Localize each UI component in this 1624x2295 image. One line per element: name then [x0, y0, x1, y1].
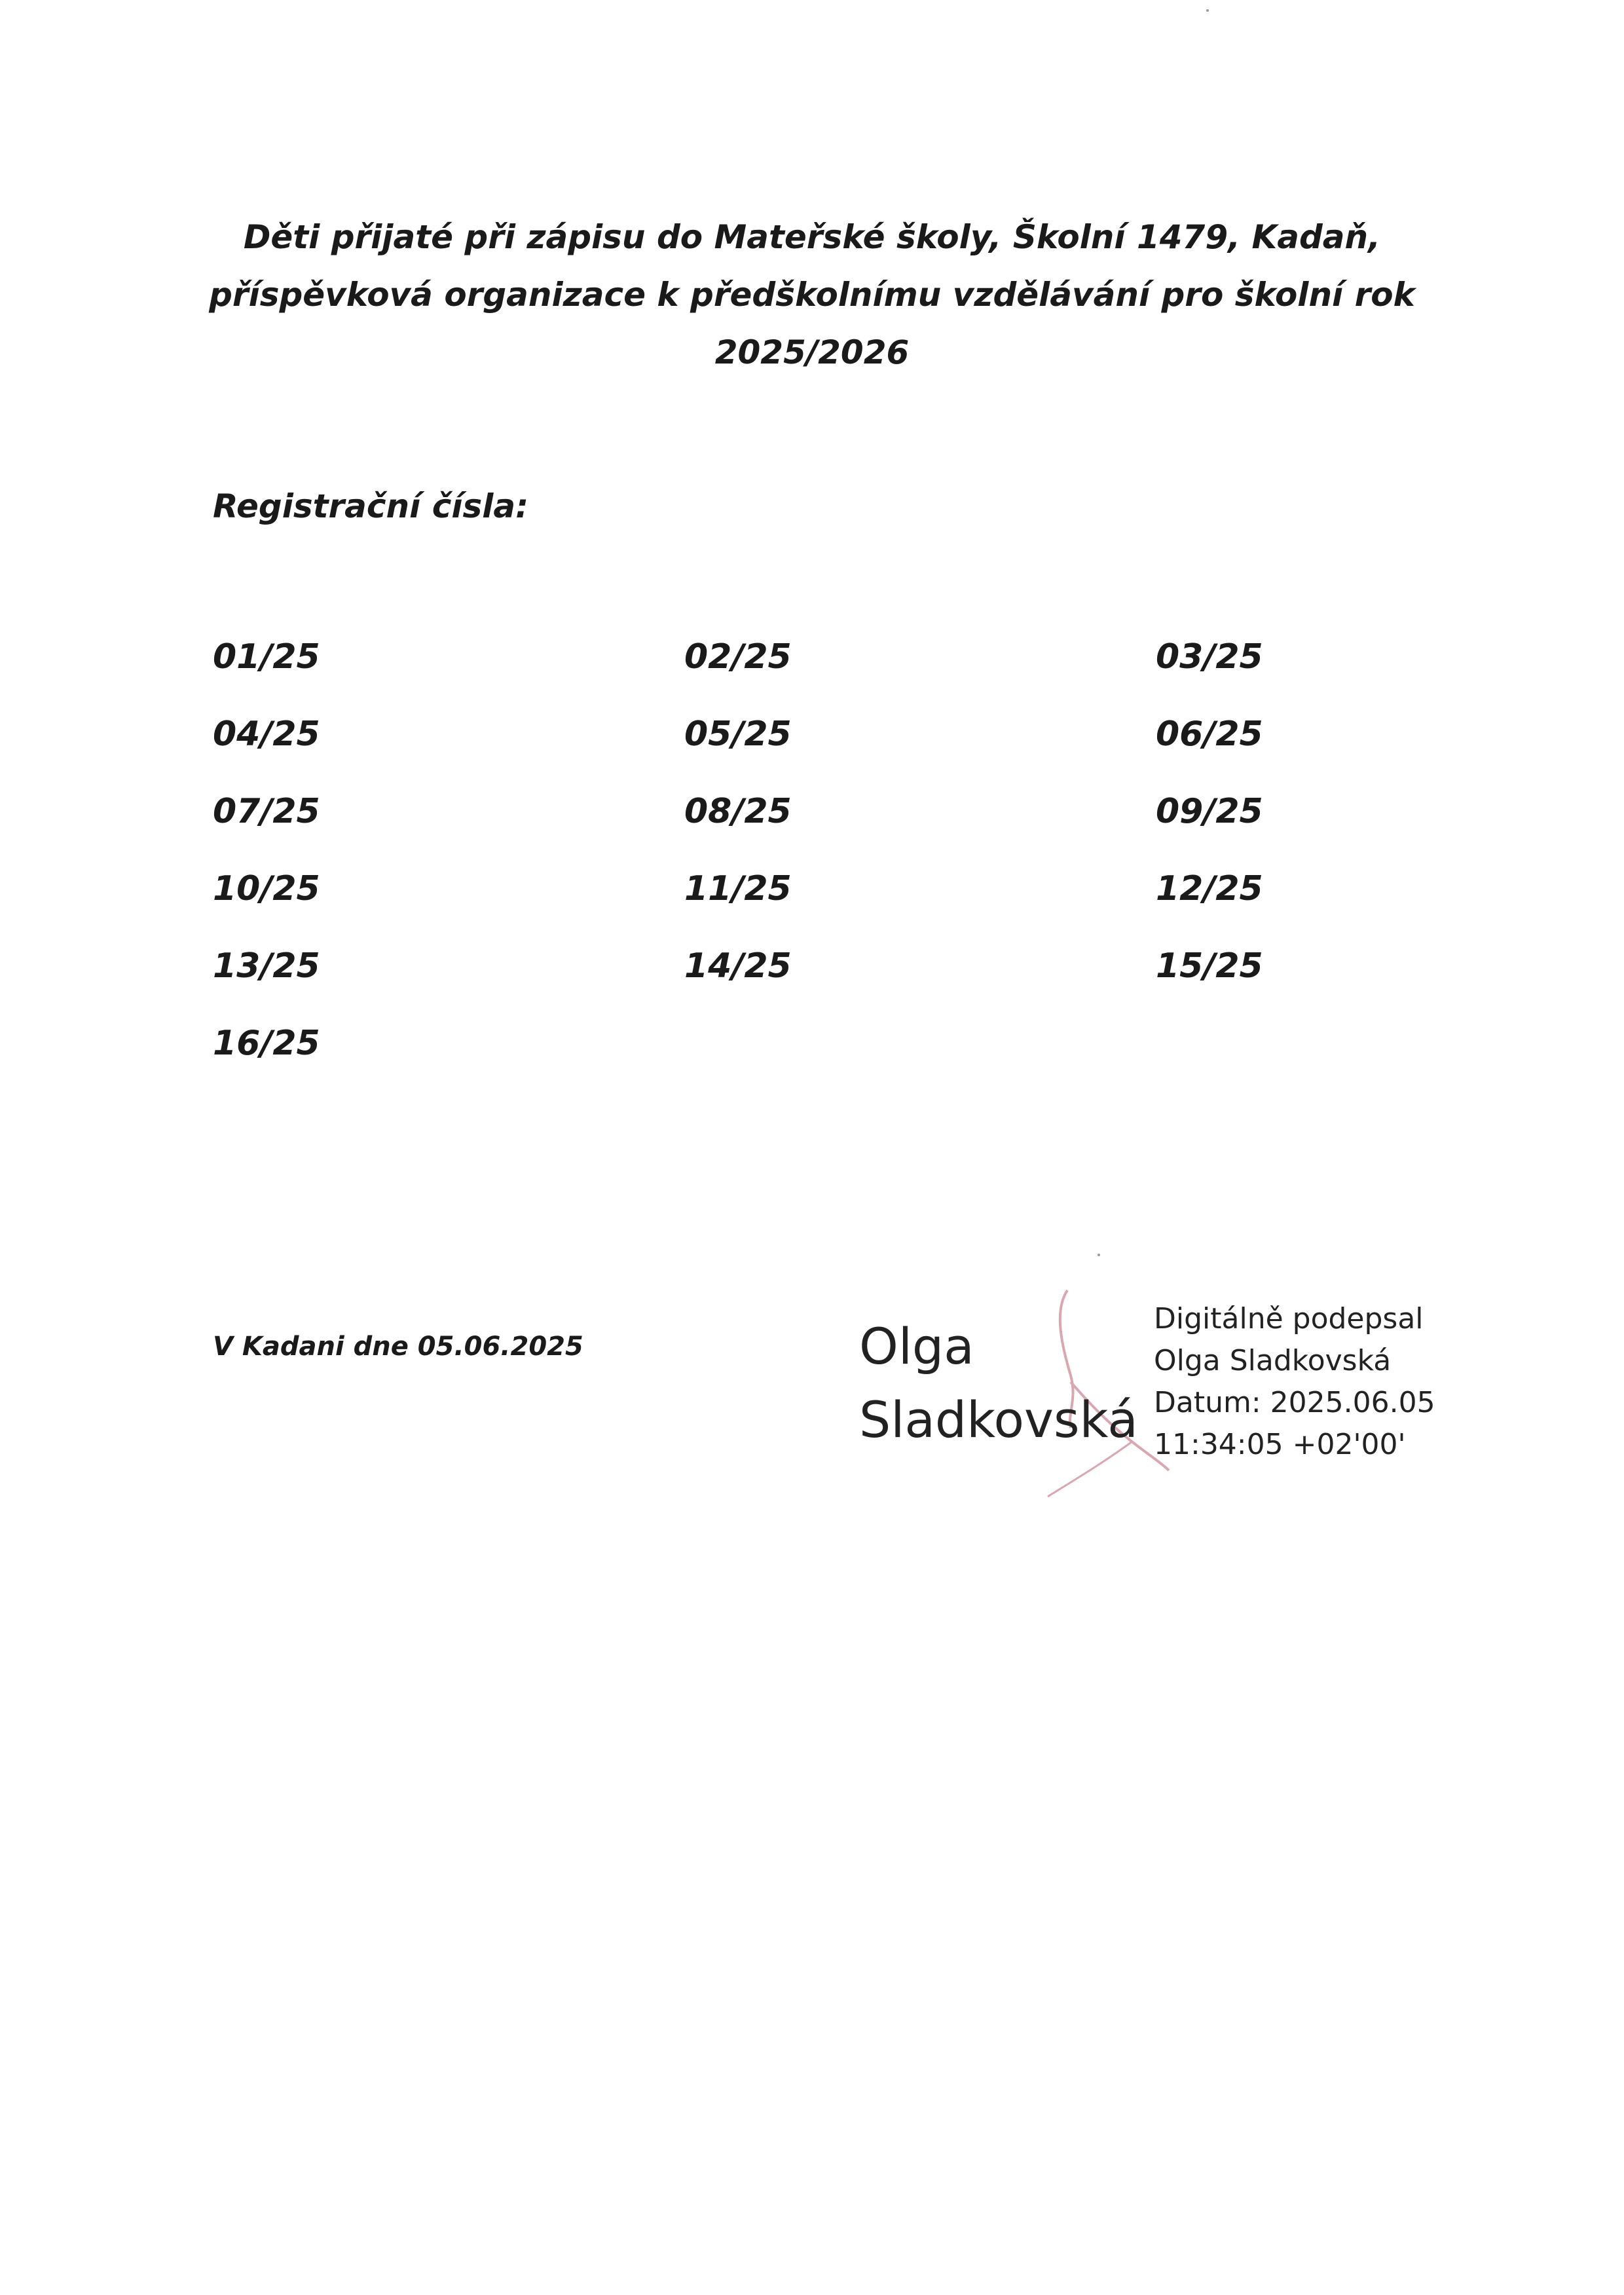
signer-first-name: Olga — [859, 1317, 974, 1375]
title-line-2: příspěvková organizace k předškolnímu vzdělávání pro školní rok — [209, 276, 1415, 314]
signature-info-line-4: 11:34:05 +02'00' — [1154, 1428, 1406, 1461]
registration-number: 13/25 — [213, 946, 320, 986]
registration-number: 08/25 — [684, 792, 792, 831]
registration-numbers-grid — [213, 634, 1326, 1098]
signature-info-line-2: Olga Sladkovská — [1154, 1344, 1392, 1377]
title-line-1: Děti přijaté při zápisu do Mateřské školy, Školní 1479, Kadaň, — [243, 218, 1381, 256]
registration-number: 09/25 — [1156, 792, 1263, 831]
registration-label: Registrační čísla: — [213, 487, 529, 525]
registration-number: 10/25 — [213, 869, 320, 908]
registration-number: 02/25 — [684, 637, 792, 677]
registration-number: 04/25 — [213, 715, 320, 754]
registration-number: 16/25 — [213, 1024, 320, 1063]
registration-number: 12/25 — [1156, 869, 1263, 908]
scan-dot — [1206, 9, 1209, 12]
registration-number: 11/25 — [684, 869, 792, 908]
signature-info-line-3: Datum: 2025.06.05 — [1154, 1386, 1435, 1419]
registration-number: 14/25 — [684, 946, 792, 986]
scan-dot — [1098, 1254, 1100, 1256]
signer-name — [859, 1310, 1138, 1457]
registration-number: 01/25 — [213, 637, 320, 677]
registration-number: 15/25 — [1156, 946, 1263, 986]
document-title — [170, 208, 1454, 381]
registration-number: 06/25 — [1156, 715, 1263, 754]
registration-number: 03/25 — [1156, 637, 1263, 677]
signer-last-name: Sladkovská — [859, 1390, 1138, 1449]
registration-number: 07/25 — [213, 792, 320, 831]
signature-info-line-1: Digitálně podepsal — [1154, 1302, 1424, 1335]
digital-signature-info — [1154, 1298, 1435, 1466]
title-line-3: 2025/2026 — [714, 333, 910, 371]
place-and-date: V Kadani dne 05.06.2025 — [213, 1332, 583, 1362]
registration-number: 05/25 — [684, 715, 792, 754]
